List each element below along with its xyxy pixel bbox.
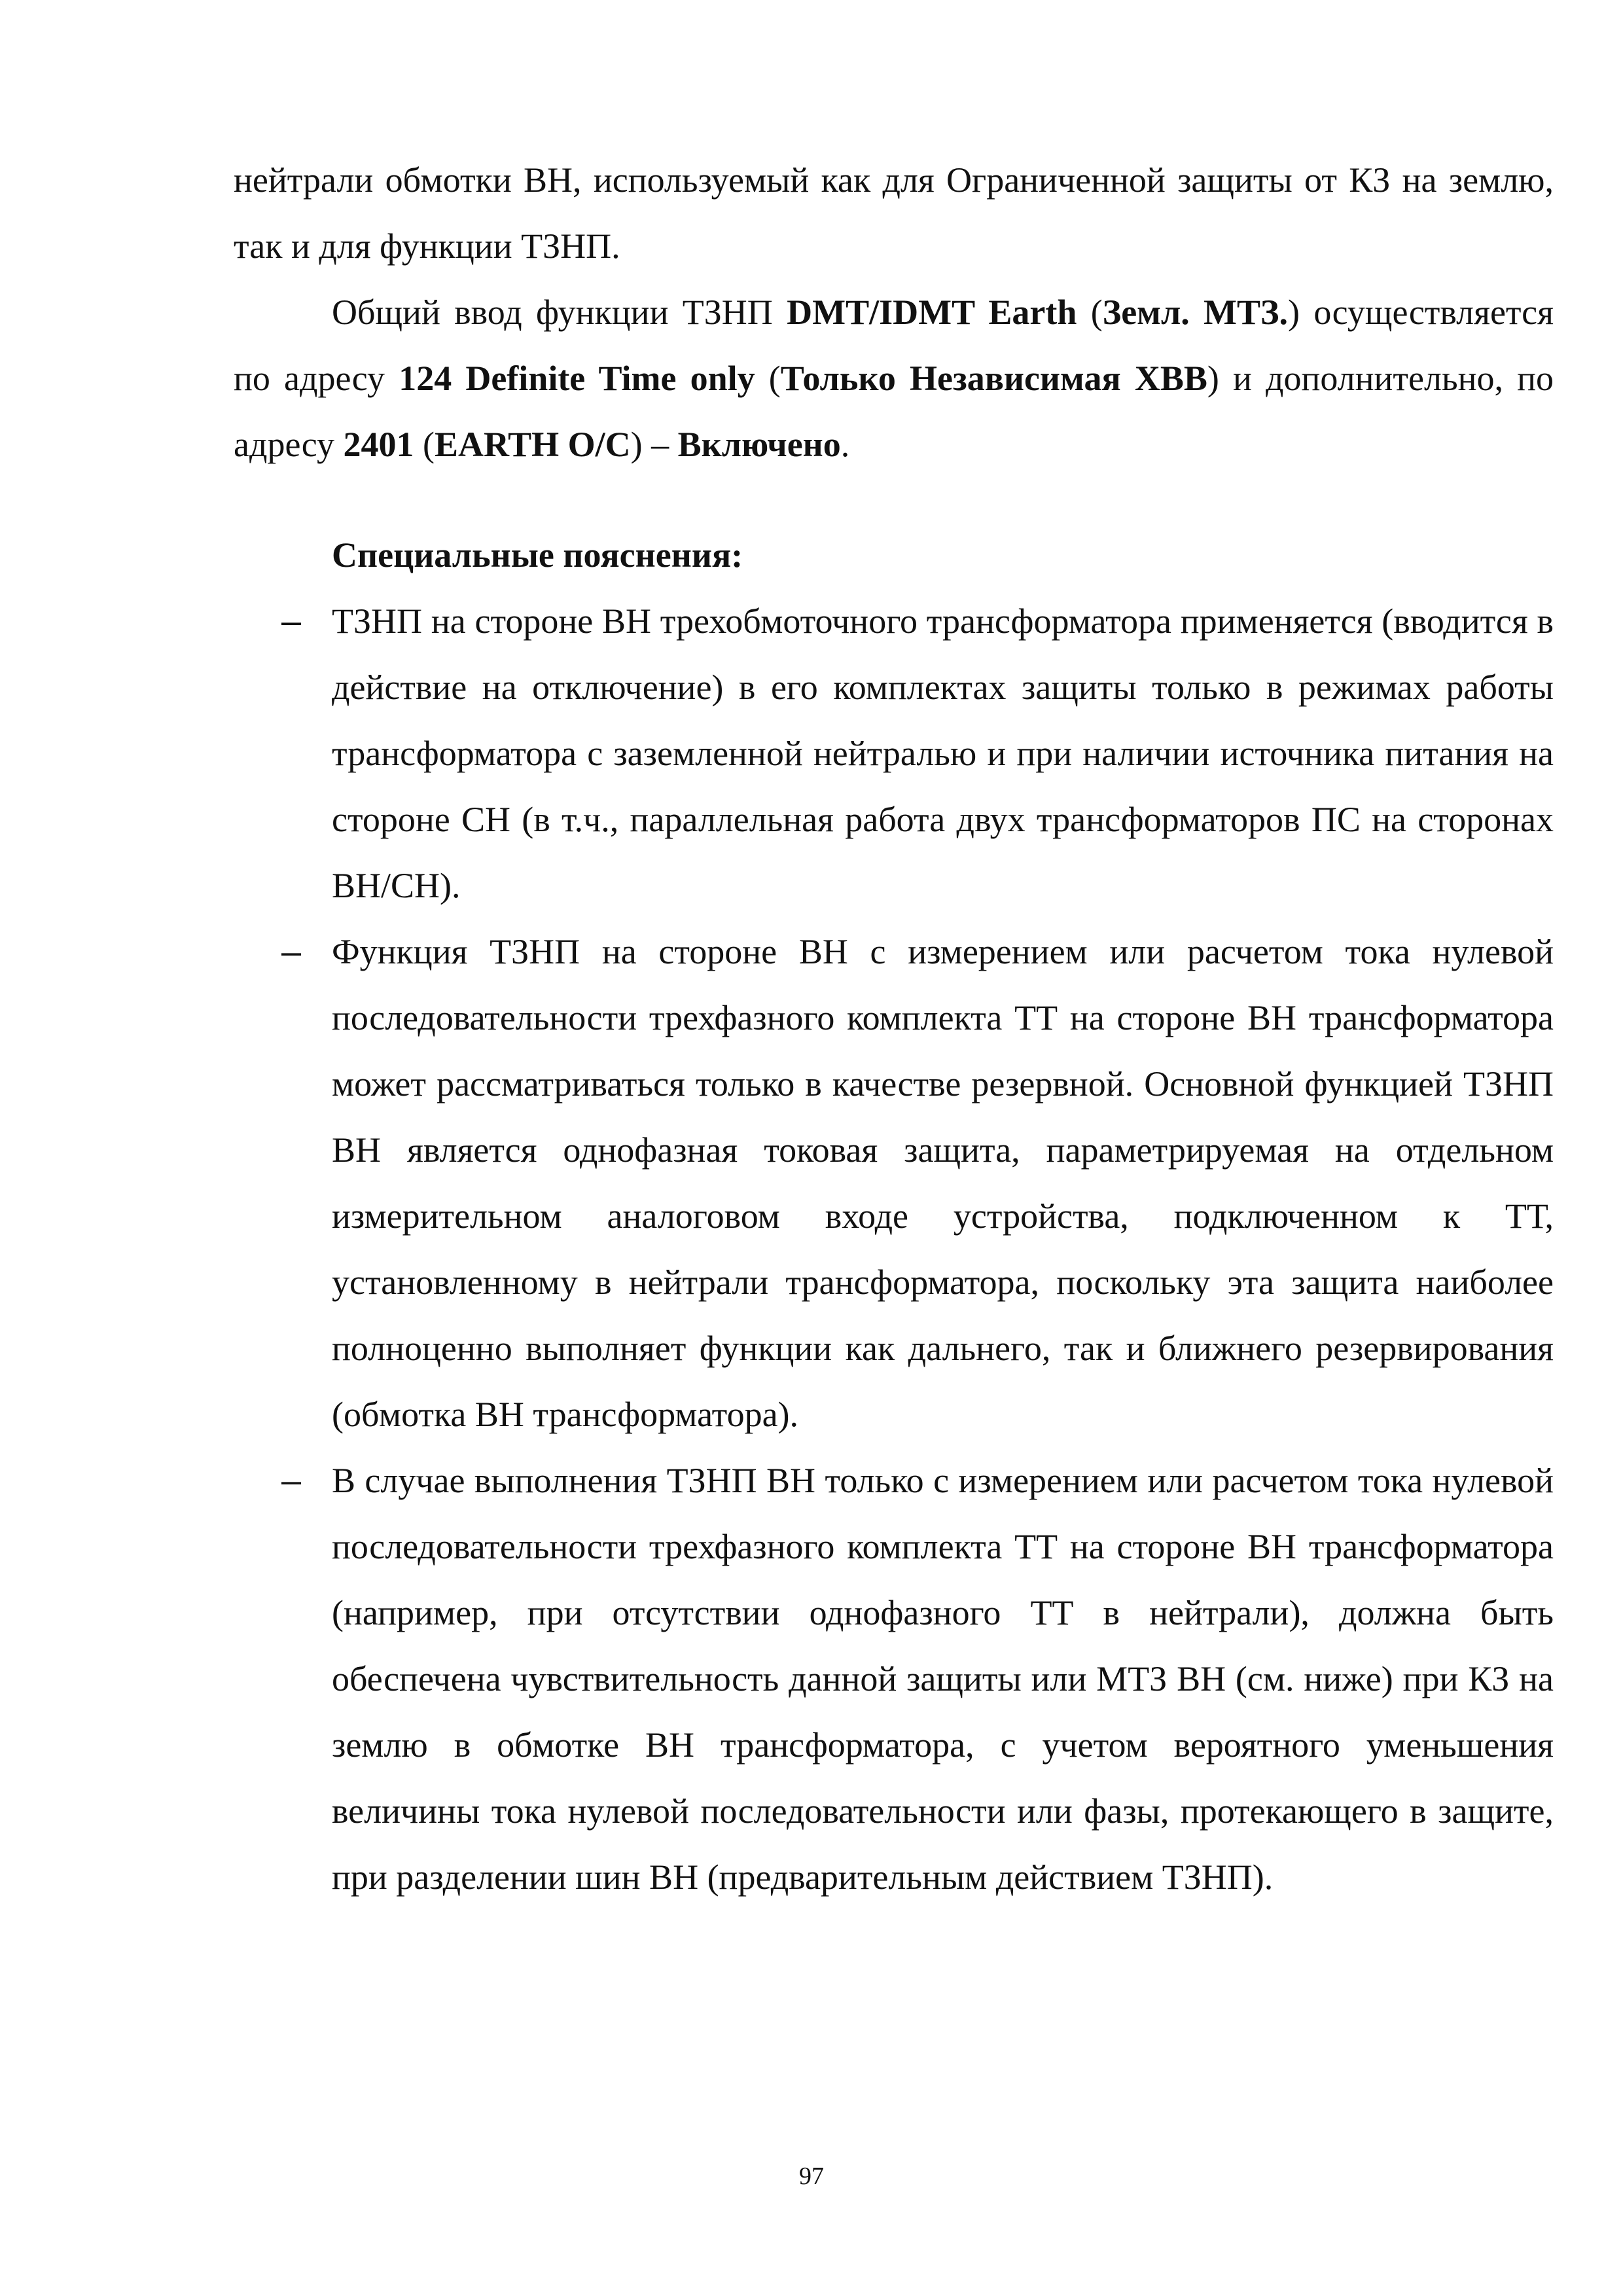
text-run: Общий ввод функции ТЗНП (332, 293, 787, 332)
dash-bullet: – (281, 1461, 302, 1500)
bold-enabled: Включено (677, 425, 841, 464)
dash-bullet: – (281, 601, 302, 641)
text-run: ( (755, 359, 781, 398)
list-item-text: В случае выполнения ТЗНП ВН только с измерением или расчетом тока нулевой последовательности трехфазного комплекта ТТ на стороне ВН трансформатора (например, при отсутствии однофазного ТТ в нейтрали), должна быть обеспечена чувствительность данной защиты или МТЗ ВН (см. ниже) при КЗ на землю в обмотке ВН трансформатора, с учетом вероятного уменьшения величины тока нулевой последовательности или фазы, протекающего в защите, при разделении шин ВН (предварительным действием ТЗНП). (332, 1461, 1554, 1897)
list-item (234, 919, 1554, 1448)
list-item-text: ТЗНП на стороне ВН трехобмоточного трансформатора применяется (вводится в действие на отключение) в его комплектах защиты только в режимах работы трансформатора с заземленной нейтралью и при наличии источника питания на стороне СН (в т.ч., параллельная работа двух трансформаторов ПС на сторонах ВН/СН). (332, 601, 1554, 905)
text-run: ( (414, 425, 435, 464)
list-item-text: Функция ТЗНП на стороне ВН с измерением или расчетом тока нулевой последовательности трехфазного комплекта ТТ на стороне ВН трансформатора может рассматриваться только в качестве резервной. Основной функцией ТЗНП ВН является однофазная токовая защита, параметрируемая на отдельном измерительном аналоговом входе устройства, подключенном к ТТ, установленному в нейтрали трансформатора, поскольку эта защита наиболее полноценно выполняет функции как дальнего, так и ближнего резервирования (обмотка ВН трансформатора). (332, 932, 1554, 1434)
text-run: ( (1077, 293, 1103, 332)
text-run: ) и дополнительно, по адресу (234, 359, 1554, 464)
list-item (234, 1448, 1554, 1910)
paragraph-earth-settings (234, 279, 1554, 478)
bold-address-124: 124 Definite Time only (399, 359, 755, 398)
text-run: ) осуществляется по адресу (234, 293, 1554, 398)
paragraph-continuation: нейтрали обмотки ВН, используемый как для Ограниченной защиты от КЗ на землю, так и для функции ТЗНП. (234, 160, 1554, 266)
section-heading: Специальные пояснения: (332, 535, 743, 575)
page-number: 97 (799, 2162, 824, 2190)
paragraph-spacer (234, 478, 1554, 522)
dash-bullet: – (281, 932, 302, 971)
bold-address-2401: 2401 (343, 425, 414, 464)
bold-function-name: DMT/IDMT Earth (787, 293, 1077, 332)
bold-address-124-ru: Только Независимая ХВВ (780, 359, 1207, 398)
bold-earth-oc: EARTH O/C (435, 425, 631, 464)
list-item (234, 588, 1554, 919)
text-run: . (840, 425, 850, 464)
notes-list (234, 588, 1554, 1910)
bold-function-name-ru: Земл. МТЗ. (1102, 293, 1289, 332)
text-run: ) – (630, 425, 678, 464)
document-page (234, 147, 1554, 1910)
